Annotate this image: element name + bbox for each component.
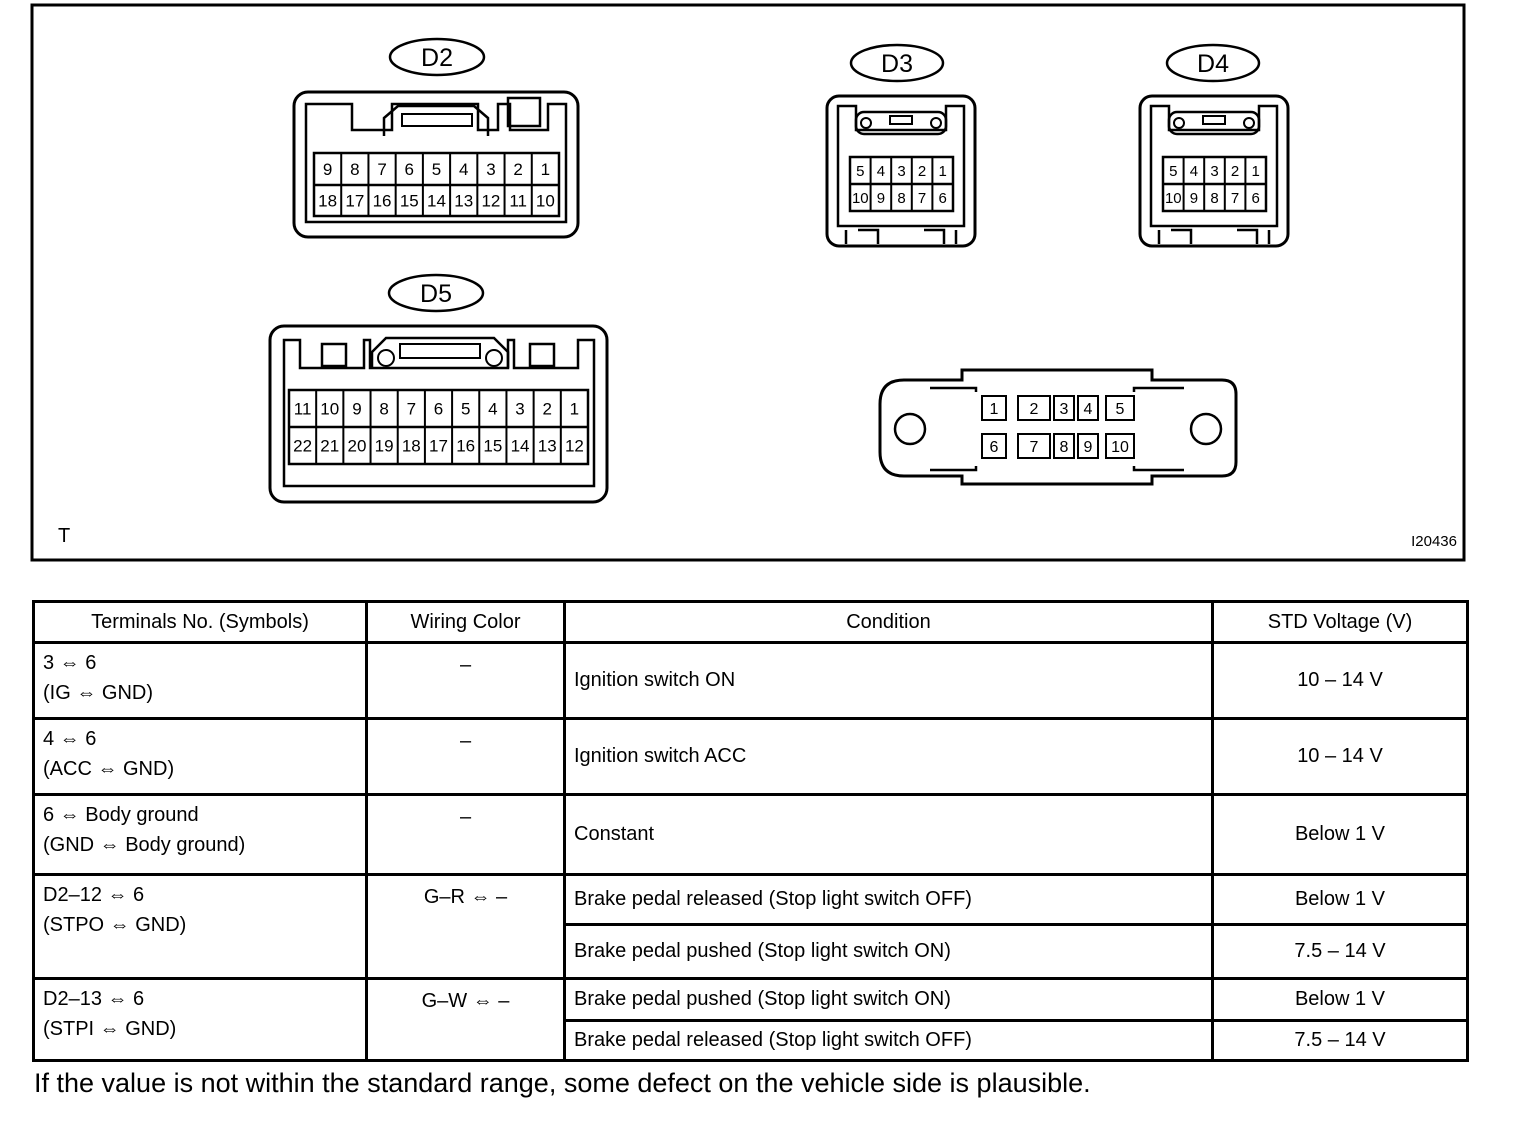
pin-number: 7 <box>377 160 387 180</box>
pin-number: 6 <box>433 399 444 419</box>
pin-number: 16 <box>372 191 392 211</box>
pin-number: 22 <box>293 436 313 456</box>
connector-label: D5 <box>420 280 452 308</box>
pin-number: 6 <box>404 160 415 180</box>
pin-number: 13 <box>537 436 557 456</box>
wiring-color-cell: – <box>367 795 565 875</box>
pin-number: 9 <box>1189 189 1199 207</box>
terminal-cell <box>34 875 367 979</box>
header-wiring-color: Wiring Color <box>367 602 565 643</box>
terminal-symbols: (GND ⇔ Body ground) <box>43 834 246 856</box>
pin-number: 4 <box>876 162 886 180</box>
pin-number: 14 <box>510 436 530 456</box>
pin-number: 1 <box>540 160 551 180</box>
wiring-color-cell: – <box>367 643 565 719</box>
figure-id: I20436 <box>1411 533 1457 550</box>
pin-number: 5 <box>431 160 442 180</box>
corner-mark: T <box>58 525 71 547</box>
pin-number: 5 <box>460 399 471 419</box>
terminal-number: D2–13 ⇔ 6 <box>43 988 145 1010</box>
condition-cell: Brake pedal released (Stop light switch OFF) <box>565 1021 1213 1061</box>
pin-number: 5 <box>1115 401 1125 418</box>
terminal-symbols: (ACC ⇔ GND) <box>43 758 175 780</box>
connector-label: D4 <box>1197 50 1229 78</box>
pin-number: 2 <box>542 399 552 419</box>
footnote: If the value is not within the standard range, some defect on the vehicle side is plausible. <box>34 1068 1091 1098</box>
table-row <box>34 795 1468 875</box>
connector-dlc <box>880 370 1236 484</box>
pin-number: 2 <box>1230 162 1240 180</box>
terminal-number: 3 ⇔ 6 <box>43 652 97 674</box>
wiring-color-cell: – <box>367 719 565 795</box>
condition-cell: Brake pedal released (Stop light switch OFF) <box>565 875 1213 925</box>
pin-number: 4 <box>1189 162 1199 180</box>
wiring-color-cell: G–W ⇔ – <box>367 979 565 1061</box>
pin-number: 10 <box>535 191 555 211</box>
wiring-color-cell: G–R ⇔ – <box>367 875 565 979</box>
voltage-cell: Below 1 V <box>1213 795 1468 875</box>
condition-cell: Brake pedal pushed (Stop light switch ON) <box>565 979 1213 1021</box>
pin-number: 14 <box>427 191 446 211</box>
pin-number: 10 <box>320 399 340 419</box>
pin-number: 9 <box>322 160 333 180</box>
pin-number: 5 <box>1169 162 1178 180</box>
terminal-symbols: (STPI ⇔ GND) <box>43 1018 177 1040</box>
pin-number: 7 <box>917 189 927 207</box>
table-row <box>34 719 1468 795</box>
pin-number: 17 <box>345 191 365 211</box>
pin-number: 2 <box>917 162 927 180</box>
pin-number: 18 <box>318 191 338 211</box>
pin-number: 16 <box>456 436 476 456</box>
pin-number: 2 <box>1029 401 1039 418</box>
pin-number: 18 <box>401 436 421 456</box>
pin-number: 8 <box>1059 439 1069 456</box>
terminal-cell <box>34 719 367 795</box>
pin-number: 3 <box>1059 401 1069 418</box>
header-std-voltage: STD Voltage (V) <box>1213 602 1468 643</box>
pin-number: 8 <box>350 160 360 180</box>
pin-number: 3 <box>1210 162 1219 180</box>
terminal-cell <box>34 979 367 1061</box>
pin-number: 8 <box>1210 189 1219 207</box>
pin-number: 3 <box>515 399 525 419</box>
voltage-cell: 10 – 14 V <box>1213 719 1468 795</box>
pin-number: 21 <box>320 436 340 456</box>
pin-number: 2 <box>513 160 523 180</box>
voltage-cell: 7.5 – 14 V <box>1213 1021 1468 1061</box>
table-row <box>34 875 1468 925</box>
pin-number: 19 <box>374 436 394 456</box>
pin-number: 7 <box>406 399 417 419</box>
pin-number: 13 <box>454 191 474 211</box>
pin-number: 1 <box>938 162 947 180</box>
terminal-voltage-table <box>32 600 1469 1062</box>
pin-number: 7 <box>1230 189 1240 207</box>
pin-number: 6 <box>938 189 947 207</box>
connector-label: D2 <box>421 44 453 72</box>
voltage-cell: Below 1 V <box>1213 875 1468 925</box>
terminal-cell <box>34 643 367 719</box>
pin-number: 9 <box>1083 439 1093 456</box>
condition-cell: Brake pedal pushed (Stop light switch ON) <box>565 925 1213 979</box>
pin-number: 8 <box>379 399 389 419</box>
pin-number: 12 <box>564 436 584 456</box>
voltage-cell: Below 1 V <box>1213 979 1468 1021</box>
pin-number: 1 <box>989 401 999 418</box>
condition-cell: Ignition switch ACC <box>565 719 1213 795</box>
pin-number: 3 <box>897 162 906 180</box>
table-header-row <box>34 602 1468 643</box>
voltage-cell: 7.5 – 14 V <box>1213 925 1468 979</box>
terminal-cell <box>34 795 367 875</box>
pin-number: 7 <box>1029 439 1039 456</box>
header-condition: Condition <box>565 602 1213 643</box>
terminal-number: 4 ⇔ 6 <box>43 728 97 750</box>
pin-number: 9 <box>352 399 362 419</box>
condition-cell: Ignition switch ON <box>565 643 1213 719</box>
voltage-cell: 10 – 14 V <box>1213 643 1468 719</box>
diagram-frame <box>32 5 1464 560</box>
header-terminals: Terminals No. (Symbols) <box>34 602 367 643</box>
pin-number: 4 <box>488 399 498 419</box>
pin-number: 15 <box>399 191 419 211</box>
pin-number: 6 <box>989 439 999 456</box>
pin-number: 10 <box>1111 439 1129 456</box>
pin-number: 11 <box>293 399 312 419</box>
pin-number: 10 <box>851 189 869 207</box>
pin-number: 8 <box>897 189 906 207</box>
pin-number: 11 <box>509 191 527 211</box>
pin-number: 6 <box>1251 189 1260 207</box>
pin-number: 5 <box>856 162 865 180</box>
pin-number: 4 <box>1083 401 1093 418</box>
pin-number: 10 <box>1164 189 1182 207</box>
table-row <box>34 643 1468 719</box>
pin-number: 15 <box>483 436 503 456</box>
pin-number: 17 <box>429 436 448 456</box>
pin-number: 12 <box>481 191 501 211</box>
pin-number: 1 <box>1251 162 1260 180</box>
terminal-number: D2–12 ⇔ 6 <box>43 884 145 906</box>
connector-label: D3 <box>881 50 913 78</box>
terminal-number: 6 ⇔ Body ground <box>43 804 199 826</box>
terminal-symbols: (IG ⇔ GND) <box>43 682 153 704</box>
pin-number: 4 <box>458 160 469 180</box>
condition-cell: Constant <box>565 795 1213 875</box>
pin-number: 1 <box>569 399 580 419</box>
table-row <box>34 979 1468 1021</box>
pin-number: 20 <box>347 436 367 456</box>
pin-number: 9 <box>876 189 886 207</box>
pin-number: 3 <box>486 160 496 180</box>
terminal-symbols: (STPO ⇔ GND) <box>43 914 187 936</box>
